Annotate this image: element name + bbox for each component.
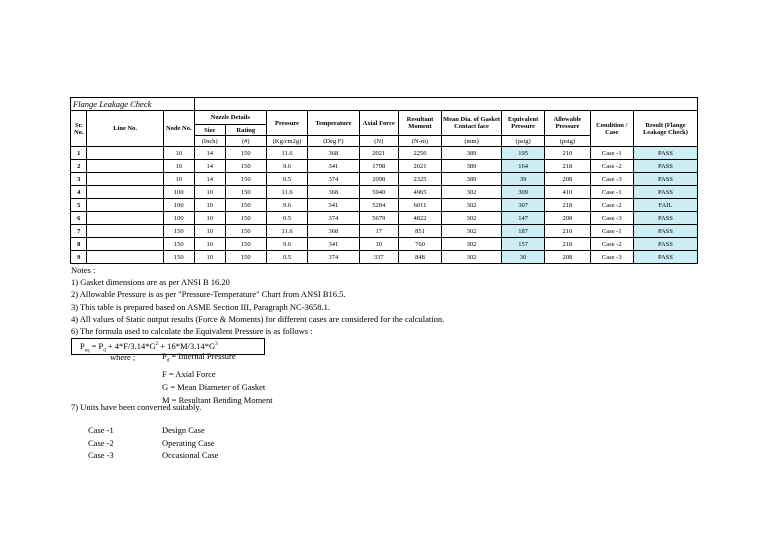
cell-sr: 2 <box>71 160 87 173</box>
cell-gasket: 302 <box>442 251 502 264</box>
header-equiv: Equivalent Pressure <box>501 111 544 136</box>
cell-result: PASS <box>633 160 697 173</box>
cell-sr: 1 <box>71 147 87 160</box>
cell-gasket: 302 <box>442 225 502 238</box>
cell-cond: Case -1 <box>590 186 633 199</box>
cell-size: 10 <box>194 212 225 225</box>
cell-node: 100 <box>163 212 194 225</box>
cell-size: 10 <box>194 186 225 199</box>
cell-sr: 4 <box>71 186 87 199</box>
legend-item: G = Mean Diameter of Gasket <box>162 381 266 392</box>
header-line: Line No. <box>87 111 163 147</box>
table-row <box>71 225 698 238</box>
header-temperature: Temperature <box>308 111 360 136</box>
cell-equiv: 307 <box>501 199 544 212</box>
table-title: Flange Leakage Check <box>71 98 195 111</box>
cell-axial: 17 <box>359 225 398 238</box>
cell-axial: 1798 <box>359 160 398 173</box>
cell-node: 10 <box>163 160 194 173</box>
cell-moment: 6011 <box>398 199 441 212</box>
cell-rating: 150 <box>225 186 266 199</box>
notes-block <box>71 264 444 337</box>
header-node: Node No. <box>163 111 194 147</box>
cell-pressure: 11.6 <box>266 147 307 160</box>
cell-pressure: 11.6 <box>266 225 307 238</box>
cell-gasket: 389 <box>442 173 502 186</box>
cell-rating: 150 <box>225 225 266 238</box>
cell-axial: 5679 <box>359 212 398 225</box>
cell-temp: 368 <box>308 186 360 199</box>
cell-size: 14 <box>194 160 225 173</box>
cell-result: PASS <box>633 212 697 225</box>
legend-item: $P_d$ = Internal Pressure <box>162 351 236 364</box>
cell-temp: 368 <box>308 225 360 238</box>
note-item: 7) Units have been converted suitably. <box>71 402 202 412</box>
table-row <box>71 199 698 212</box>
cell-line <box>87 173 163 186</box>
table-row <box>71 251 698 264</box>
unit-size: (Inch) <box>194 136 225 147</box>
cell-result: PASS <box>633 225 697 238</box>
note-item: 1) Gasket dimensions are as per ANSI B 16.20 <box>71 277 230 288</box>
cell-axial: 337 <box>359 251 398 264</box>
case-row: Case -3 Occasional Case <box>88 450 219 460</box>
cell-sr: 8 <box>71 238 87 251</box>
cell-allow: 218 <box>545 238 590 251</box>
unit-gasket: (mm) <box>442 136 502 147</box>
cell-line <box>87 212 163 225</box>
unit-rating: (#) <box>225 136 266 147</box>
note-item: 3) This table is prepared based on ASME Section III, Paragraph NC-3658.1. <box>71 301 331 312</box>
case-row: Case -1 Design Case <box>88 425 205 435</box>
cell-result: PASS <box>633 186 697 199</box>
cell-sr: 7 <box>71 225 87 238</box>
cell-node: 100 <box>163 199 194 212</box>
case-definitions <box>88 424 218 462</box>
flange-leakage-table <box>70 97 698 264</box>
cell-allow: 218 <box>545 199 590 212</box>
table-row <box>71 238 698 251</box>
header-gasket: Mean Dia. of Gasket Contact face <box>442 111 502 136</box>
cell-node: 10 <box>163 147 194 160</box>
flange-leakage-sheet <box>70 97 698 264</box>
header-axial: Axial Force <box>359 111 398 136</box>
cell-line <box>87 199 163 212</box>
cell-gasket: 302 <box>442 186 502 199</box>
table-row <box>71 212 698 225</box>
unit-allow: (psig) <box>545 136 590 147</box>
cell-axial: 5940 <box>359 186 398 199</box>
cell-line <box>87 160 163 173</box>
cell-axial: 2021 <box>359 147 398 160</box>
cell-allow: 218 <box>545 160 590 173</box>
cell-line <box>87 225 163 238</box>
cell-gasket: 389 <box>442 160 502 173</box>
cell-node: 150 <box>163 251 194 264</box>
cell-pressure: 9.6 <box>266 199 307 212</box>
cell-moment: 2325 <box>398 173 441 186</box>
legend-item: M = Resultant Bending Moment <box>162 394 273 405</box>
cell-node: 100 <box>163 186 194 199</box>
cell-rating: 150 <box>225 199 266 212</box>
cell-allow: 208 <box>545 212 590 225</box>
cell-node: 150 <box>163 238 194 251</box>
cell-equiv: 39 <box>501 173 544 186</box>
cell-size: 10 <box>194 251 225 264</box>
unit-temperature: (Deg F) <box>308 136 360 147</box>
cell-axial: 10 <box>359 238 398 251</box>
cell-moment: 4822 <box>398 212 441 225</box>
cell-result: PASS <box>633 238 697 251</box>
cell-gasket: 302 <box>442 199 502 212</box>
cell-cond: Case -1 <box>590 225 633 238</box>
cell-result: PASS <box>633 173 697 186</box>
header-pressure: Pressure <box>266 111 307 136</box>
legend-item: F = Axial Force <box>162 368 216 379</box>
note-item: 2) Allowable Pressure is as per "Pressure-Temperature" Chart from ANSI B16.5. <box>71 289 346 300</box>
cell-equiv: 147 <box>501 212 544 225</box>
cell-allow: 210 <box>545 225 590 238</box>
header-size: Size <box>194 125 225 136</box>
notes-heading: Notes : <box>71 265 96 275</box>
cell-result: PASS <box>633 251 697 264</box>
header-allow: Allowable Pressure <box>545 111 590 136</box>
cell-rating: 150 <box>225 238 266 251</box>
cell-result: PASS <box>633 147 697 160</box>
cell-line <box>87 147 163 160</box>
header-nozzle: Nozzle Details <box>194 111 266 125</box>
cell-pressure: 11.6 <box>266 186 307 199</box>
cell-temp: 341 <box>308 238 360 251</box>
formula-legend <box>162 350 273 407</box>
cell-gasket: 389 <box>442 147 502 160</box>
cell-allow: 210 <box>545 147 590 160</box>
cell-temp: 341 <box>308 160 360 173</box>
cell-pressure: 0.5 <box>266 212 307 225</box>
cell-sr: 6 <box>71 212 87 225</box>
header-moment: Resultant Moment <box>398 111 441 136</box>
cell-allow: 208 <box>545 251 590 264</box>
cell-node: 150 <box>163 225 194 238</box>
cell-size: 14 <box>194 147 225 160</box>
cell-equiv: 309 <box>501 186 544 199</box>
cell-equiv: 30 <box>501 251 544 264</box>
cell-equiv: 195 <box>501 147 544 160</box>
note-item: 4) All values of Static output results (Force & Moments) for different cases are considered for the calculation. <box>71 313 445 324</box>
cell-sr: 5 <box>71 199 87 212</box>
cell-axial: 2098 <box>359 173 398 186</box>
cell-size: 10 <box>194 238 225 251</box>
header-result: Result (Flange Leakage Check) <box>633 111 697 147</box>
cell-rating: 150 <box>225 173 266 186</box>
table-row <box>71 147 698 160</box>
cell-allow: 208 <box>545 173 590 186</box>
cell-line <box>87 186 163 199</box>
where-label: where ; <box>110 352 136 362</box>
cell-line <box>87 251 163 264</box>
cell-rating: 150 <box>225 160 266 173</box>
cell-node: 10 <box>163 173 194 186</box>
cell-size: 14 <box>194 173 225 186</box>
header-rating: Rating <box>225 125 266 136</box>
cell-moment: 4965 <box>398 186 441 199</box>
cell-gasket: 302 <box>442 238 502 251</box>
cell-cond: Case -3 <box>590 212 633 225</box>
cell-temp: 374 <box>308 173 360 186</box>
cell-axial: 5284 <box>359 199 398 212</box>
equivalent-pressure-formula: $P_{eq} = P_d + 4*F/3.14*G^2 + 16*M/3.14*G^3$ <box>80 341 218 354</box>
table-row <box>71 160 698 173</box>
case-row: Case -2 Operating Case <box>88 437 215 448</box>
cell-cond: Case -3 <box>590 173 633 186</box>
cell-cond: Case -3 <box>590 251 633 264</box>
cell-equiv: 187 <box>501 225 544 238</box>
note-item: 6) The formula used to calculate the Equivalent Pressure is as follows : <box>71 325 313 336</box>
cell-size: 10 <box>194 199 225 212</box>
table-row <box>71 173 698 186</box>
cell-temp: 368 <box>308 147 360 160</box>
unit-pressure: (Kg/cm2g) <box>266 136 307 147</box>
cell-moment: 2256 <box>398 147 441 160</box>
cell-size: 10 <box>194 225 225 238</box>
cell-moment: 851 <box>398 225 441 238</box>
cell-result: FAIL <box>633 199 697 212</box>
cell-pressure: 9.6 <box>266 238 307 251</box>
cell-line <box>87 238 163 251</box>
cell-cond: Case -1 <box>590 147 633 160</box>
cell-equiv: 164 <box>501 160 544 173</box>
cell-rating: 150 <box>225 212 266 225</box>
cell-temp: 374 <box>308 251 360 264</box>
cell-temp: 374 <box>308 212 360 225</box>
table-row <box>71 186 698 199</box>
cell-cond: Case -2 <box>590 160 633 173</box>
cell-moment: 760 <box>398 238 441 251</box>
cell-temp: 341 <box>308 199 360 212</box>
cell-moment: 2021 <box>398 160 441 173</box>
header-sr: Sr. No. <box>71 111 87 147</box>
cell-allow: 410 <box>545 186 590 199</box>
header-condition: Condition / Case <box>590 111 633 147</box>
unit-axial: (N) <box>359 136 398 147</box>
cell-cond: Case -2 <box>590 238 633 251</box>
cell-moment: 848 <box>398 251 441 264</box>
cell-sr: 3 <box>71 173 87 186</box>
cell-pressure: 9.6 <box>266 160 307 173</box>
cell-cond: Case -2 <box>590 199 633 212</box>
cell-equiv: 157 <box>501 238 544 251</box>
cell-rating: 150 <box>225 251 266 264</box>
unit-equiv: (psig) <box>501 136 544 147</box>
cell-pressure: 0.5 <box>266 173 307 186</box>
unit-moment: (N-m) <box>398 136 441 147</box>
cell-rating: 150 <box>225 147 266 160</box>
cell-pressure: 0.5 <box>266 251 307 264</box>
cell-sr: 9 <box>71 251 87 264</box>
cell-gasket: 302 <box>442 212 502 225</box>
